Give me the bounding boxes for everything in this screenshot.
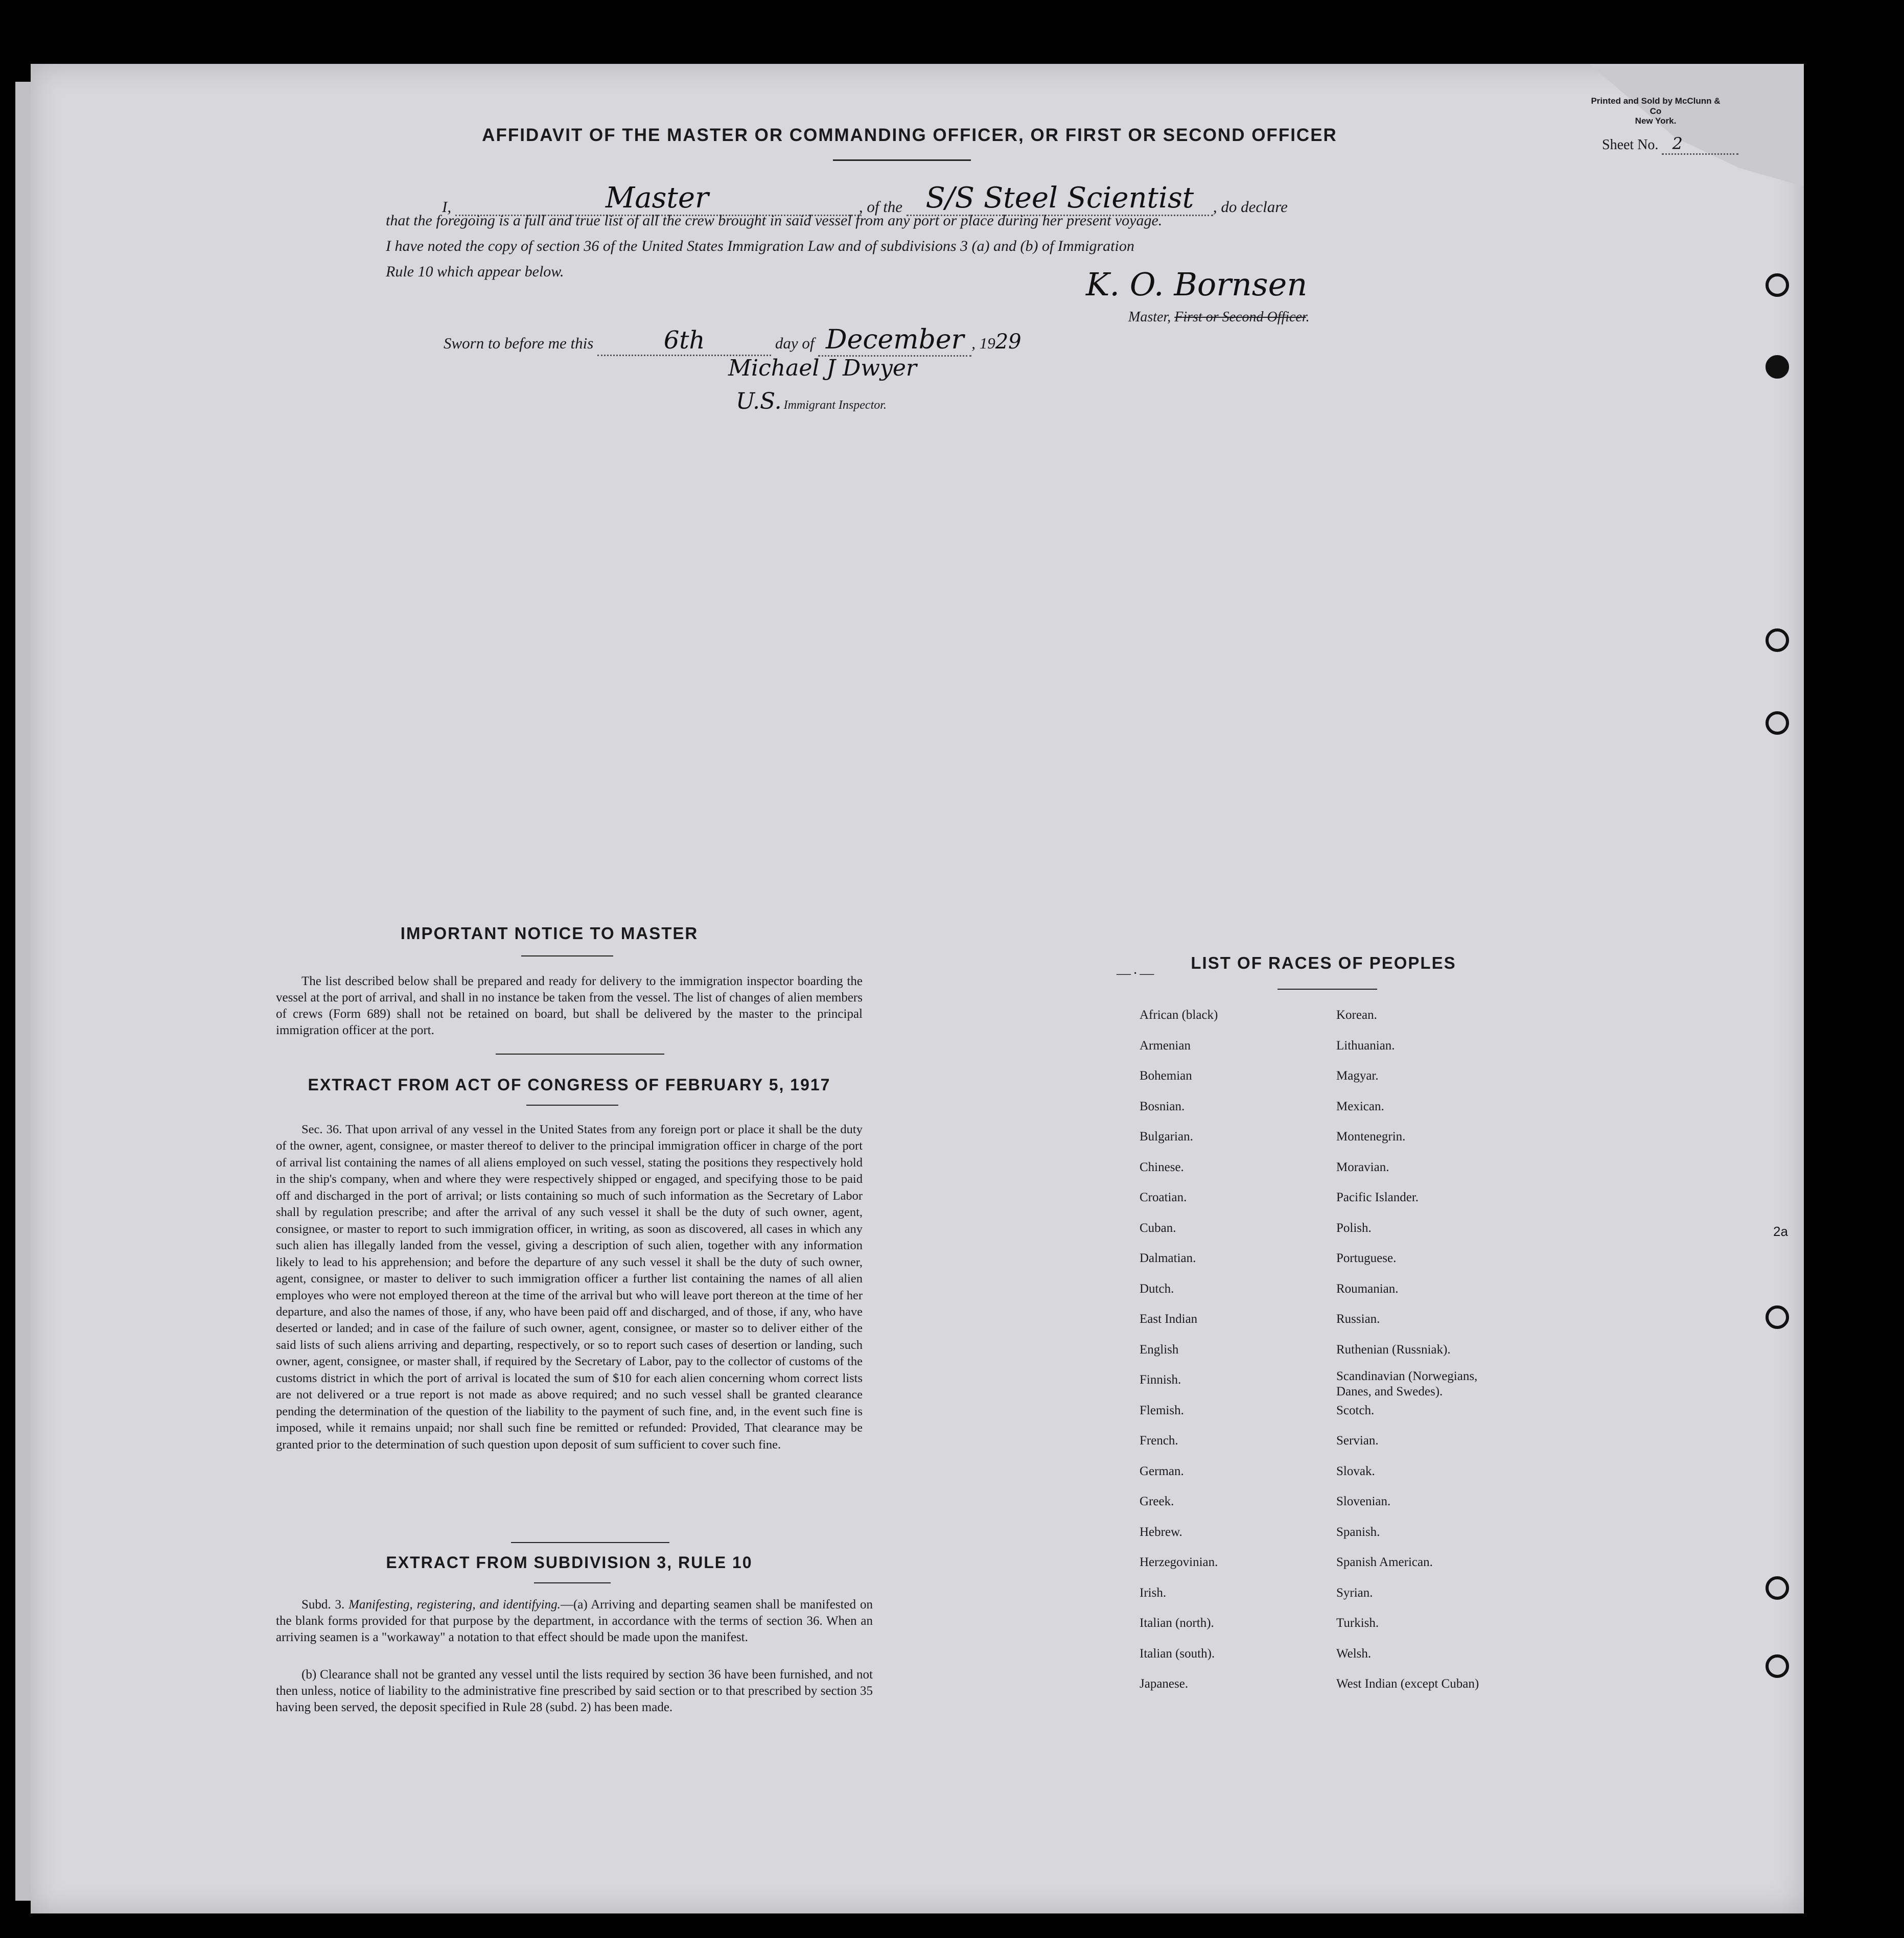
extract-rule-title: EXTRACT FROM SUBDIVISION 3, RULE 10 bbox=[386, 1553, 753, 1572]
race-item-right: Servian. bbox=[1336, 1434, 1379, 1447]
race-item-right: Spanish. bbox=[1336, 1525, 1380, 1539]
year-value: 29 bbox=[995, 330, 1021, 354]
race-item-right: Russian. bbox=[1336, 1312, 1380, 1326]
race-item-right: Syrian. bbox=[1336, 1585, 1373, 1600]
races-decoration: —·— bbox=[1117, 966, 1156, 982]
punch-hole bbox=[1766, 273, 1789, 297]
affidavit-line-1: I, Master , of the S/S Steel Scientist , do declare bbox=[442, 181, 1288, 216]
affidavit-line-2: that the foregoing is a full and true list of all the crew brought in said vessel from any port or place during her present voyage. bbox=[386, 212, 1163, 229]
race-item-left: Dalmatian. bbox=[1140, 1251, 1196, 1265]
race-item-left: English bbox=[1140, 1342, 1179, 1357]
notice-title: IMPORTANT NOTICE TO MASTER bbox=[400, 924, 699, 943]
extract-rule-para-b: (b) Clearance shall not be granted any vessel until the lists required by section 36 have been furnished, and not then unless, notice of liability to the administrative fine prescribed by said section or to that prescribed by section 35 having been served, the deposit specified in Rule 28 (subd. 2) has been made. bbox=[276, 1668, 873, 1714]
notice-end-rule bbox=[496, 1054, 664, 1055]
title-rule bbox=[833, 159, 971, 161]
race-item-left: Bohemian bbox=[1140, 1069, 1192, 1083]
master-field-value: Master bbox=[605, 181, 709, 215]
race-item-right: Slovenian. bbox=[1336, 1495, 1391, 1508]
notice-text: The list described below shall be prepared and ready for delivery to the immigration inspector boarding the vessel at the port of arrival, and shall in no instance be taken from the vessel. The list of changes of alien members of crews (Form 689) shall not be retained on board, but shall be delivered by the master to the principal immigration officer at the port. bbox=[276, 974, 863, 1037]
race-item-left: Italian (south). bbox=[1140, 1646, 1215, 1661]
race-item-left: Irish. bbox=[1140, 1585, 1167, 1600]
master-signature: K. O. Bornsen bbox=[1086, 266, 1308, 303]
race-item-right: Pacific Islander. bbox=[1336, 1190, 1419, 1204]
race-item-left: Greek. bbox=[1140, 1495, 1174, 1508]
race-item-left: Bosnian. bbox=[1140, 1099, 1185, 1113]
notice-rule bbox=[521, 955, 613, 956]
margin-mark: 2a bbox=[1773, 1224, 1788, 1239]
punch-hole bbox=[1766, 711, 1789, 735]
vessel-field-value: S/S Steel Scientist bbox=[925, 181, 1194, 215]
punch-hole bbox=[1766, 1654, 1789, 1678]
race-item-left: Chinese. bbox=[1140, 1160, 1184, 1174]
race-item-right: Scotch. bbox=[1336, 1403, 1375, 1417]
extract-rule-rule bbox=[534, 1582, 611, 1583]
extract-act-end-rule bbox=[511, 1542, 669, 1543]
race-item-right: Polish. bbox=[1336, 1221, 1372, 1235]
affidavit-line-4: Rule 10 which appear below. bbox=[386, 263, 564, 280]
race-item-left: Cuban. bbox=[1140, 1221, 1176, 1235]
race-item-right: Ruthenian (Russniak). bbox=[1336, 1342, 1451, 1357]
punch-hole bbox=[1766, 628, 1789, 652]
race-item-right: West Indian (except Cuban) bbox=[1336, 1677, 1479, 1691]
inspector-caption: U.S. Immigrant Inspector. bbox=[736, 388, 887, 414]
race-item-right: Slovak. bbox=[1336, 1464, 1375, 1478]
printer-imprint: Printed and Sold by McClunn & Co New York. bbox=[1591, 96, 1721, 126]
sheet-number-field bbox=[1602, 134, 1738, 155]
race-item-right: Turkish. bbox=[1336, 1616, 1379, 1630]
race-item-right: Moravian. bbox=[1336, 1160, 1389, 1174]
punch-hole bbox=[1766, 1576, 1789, 1600]
race-item-right: Portuguese. bbox=[1336, 1251, 1397, 1265]
punch-hole bbox=[1766, 1305, 1789, 1329]
race-item-left: Bulgarian. bbox=[1140, 1130, 1193, 1143]
race-item-left: Croatian. bbox=[1140, 1190, 1187, 1204]
sheet-number-label: Sheet No. bbox=[1602, 137, 1659, 153]
race-item-left: Armenian bbox=[1140, 1038, 1191, 1053]
inspector-signature: Michael J Dwyer bbox=[728, 355, 917, 381]
punch-hole bbox=[1766, 355, 1789, 379]
affidavit-line-3: I have noted the copy of section 36 of the United States Immigration Law and of subdivisions 3 (a) and (b) of Immigration bbox=[386, 238, 1134, 254]
race-item-left: Italian (north). bbox=[1140, 1616, 1214, 1630]
sheet-number-value: 2 bbox=[1672, 134, 1683, 153]
extract-rule-para-a: Subd. 3. Manifesting, registering, and identifying.—(a) Arriving and departing seamen shall be manifested on the blank forms provided for that purpose by the department, in accordance with the terms of section 36. When an arriving seamen is a "workaway" a notation to that effect should be made upon the manifest. bbox=[276, 1598, 873, 1644]
race-item-left: Herzegovinian. bbox=[1140, 1555, 1218, 1569]
sheet-edge bbox=[15, 82, 31, 1901]
race-item-right: Spanish American. bbox=[1336, 1555, 1433, 1569]
race-item-left: German. bbox=[1140, 1464, 1184, 1478]
race-item-right: Magyar. bbox=[1336, 1069, 1379, 1083]
race-item-left: Finnish. bbox=[1140, 1373, 1181, 1387]
race-item-right: Korean. bbox=[1336, 1008, 1377, 1022]
race-item-right: Lithuanian. bbox=[1336, 1038, 1395, 1053]
races-title: LIST OF RACES OF PEOPLES bbox=[1191, 953, 1456, 972]
races-rule bbox=[1278, 989, 1377, 990]
race-item-left: Hebrew. bbox=[1140, 1525, 1182, 1539]
race-item-right: Montenegrin. bbox=[1336, 1130, 1406, 1143]
race-item-left: Dutch. bbox=[1140, 1281, 1174, 1296]
race-item-left: French. bbox=[1140, 1434, 1178, 1447]
signature-caption: Master, First or Second Officer. bbox=[1128, 309, 1310, 325]
race-item-left: Japanese. bbox=[1140, 1677, 1189, 1691]
extract-act-rule bbox=[526, 1105, 618, 1106]
race-item-right: Welsh. bbox=[1336, 1646, 1372, 1661]
affidavit-title: AFFIDAVIT OF THE MASTER OR COMMANDING OFFICER, OR FIRST OR SECOND OFFICER bbox=[482, 125, 1337, 145]
race-item-right: Roumanian. bbox=[1336, 1281, 1399, 1296]
extract-act-title: EXTRACT FROM ACT OF CONGRESS OF FEBRUARY 5, 1917 bbox=[308, 1076, 831, 1094]
race-item-right: Mexican. bbox=[1336, 1099, 1384, 1113]
sworn-line: Sworn to before me this 6th day of December , 1929 bbox=[444, 324, 1021, 357]
race-item-right: Scandinavian (Norwegians, Danes, and Swedes). bbox=[1336, 1369, 1478, 1398]
extract-act-text: Sec. 36. That upon arrival of any vessel in the United States from any foreign port or place it shall be the duty of the owner, agent, consignee, or master thereof to deliver to the principal immigration officer in charge of the port of arrival list containing the names of all aliens employed on such vessel, stating the positions they respectively hold in the ship's company, when and where they were respectively shipped or engaged, and specifying those to be paid off and discharged in the port of arrival; or lists containing so much of such information as the Secretary of Labor shall by regulation prescribe; and after the arrival of any such vessel it shall be the duty of such owner, agent, consignee, or master to report to such immigration officer, in writing, as soon as discovered, all cases in which any such alien has illegally landed from the vessel, giving a description of such alien, together with any information likely to lead to his apprehension; and before the departure of any such vessel it shall be the duty of such owner, agent, consignee, or master to deliver to such immigration officer a further list containing the names of all alien employes who were not employed thereon at the time of the arrival but who will leave port thereon at the time of her departure, and also the names of those, if any, who have been paid off and discharged, and of those, if any, who have deserted or landed; and in case of the failure of such owner, agent, consignee, or master so to deliver either of the said lists of such aliens arriving and departing, respectively, or so to report such cases of desertion or landing, such owner, agent, consignee, or master shall, if required by the Secretary of Labor, pay to the collector of customs of the customs district in which the port of arrival is located the sum of $10 for each alien concerning whom correct lists are not delivered or a true report is not made as above required; and no such vessel shall be granted clearance pending the determination of the question of the liability to the payment of such fine, and, in the event such fine is imposed, while it remains unpaid; nor shall such fine be remitted or refunded: Provided, That clearance may be granted prior to the determination of such question upon deposit of sum sufficient to cover such fine. bbox=[276, 1123, 863, 1452]
day-value: 6th bbox=[663, 326, 705, 355]
race-item-left: Flemish. bbox=[1140, 1403, 1184, 1417]
race-item-left: African (black) bbox=[1140, 1008, 1218, 1022]
month-value: December bbox=[825, 324, 964, 355]
race-item-left: East Indian bbox=[1140, 1312, 1198, 1326]
